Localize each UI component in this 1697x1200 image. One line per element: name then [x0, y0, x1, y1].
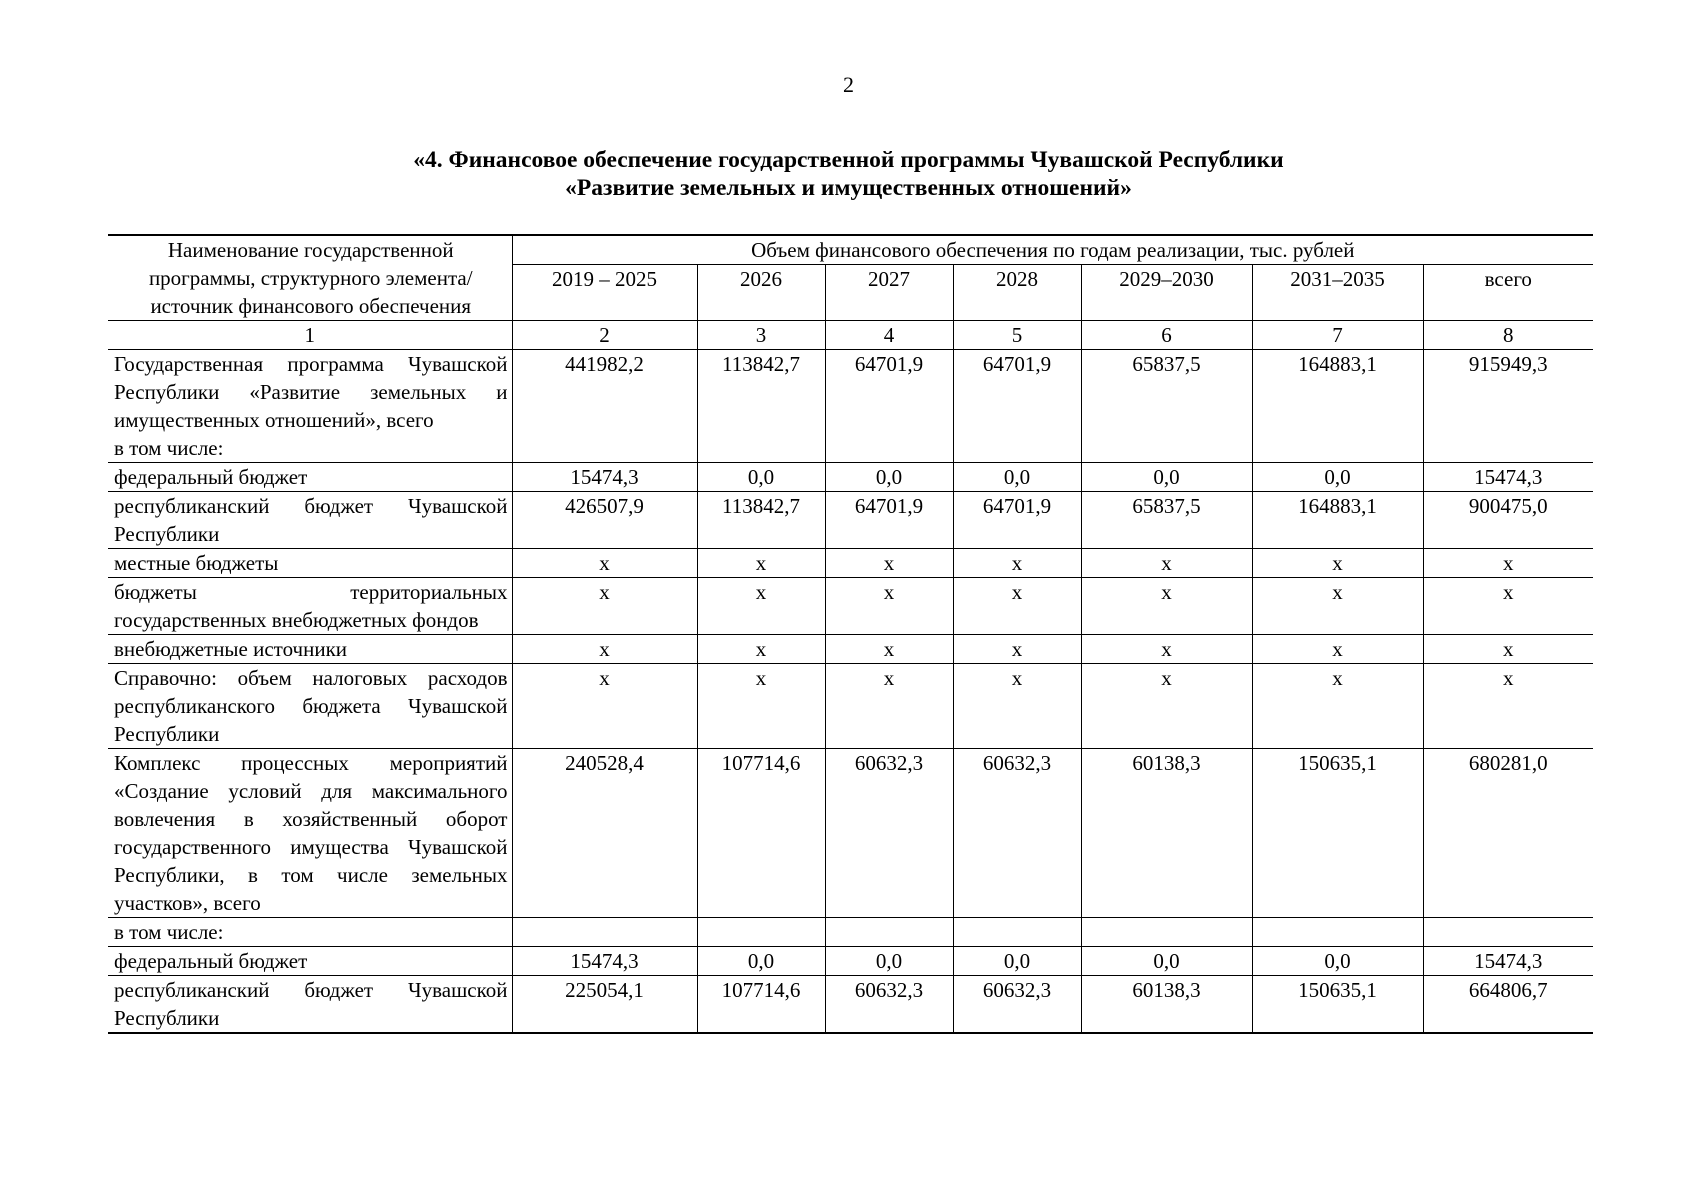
header-row-1 — [108, 235, 1593, 265]
cell-value: 65837,5 — [1081, 350, 1252, 463]
column-number: 2 — [512, 321, 697, 350]
cell-value: х — [1423, 578, 1593, 635]
table-row — [108, 976, 1593, 1034]
cell-value: х — [953, 578, 1081, 635]
cell-value: х — [1423, 664, 1593, 749]
table-row — [108, 664, 1593, 749]
cell-value: 680281,0 — [1423, 749, 1593, 918]
row-name-text: Государственная программа Чувашской Республики «Развитие земельных и имущественных отношений», всего — [114, 352, 508, 432]
cell-value: 150635,1 — [1252, 749, 1423, 918]
row-name: Справочно: объем налоговых расходов республиканского бюджета Чувашской Республики — [108, 664, 512, 749]
table-row — [108, 350, 1593, 463]
cell-value — [697, 918, 825, 947]
cell-value: 15474,3 — [1423, 947, 1593, 976]
cell-value: 0,0 — [697, 947, 825, 976]
cell-value: 64701,9 — [953, 350, 1081, 463]
header-period: 2028 — [953, 265, 1081, 321]
cell-value: 150635,1 — [1252, 976, 1423, 1034]
table-row — [108, 578, 1593, 635]
column-number: 6 — [1081, 321, 1252, 350]
column-number: 3 — [697, 321, 825, 350]
column-number: 1 — [108, 321, 512, 350]
cell-value: х — [953, 664, 1081, 749]
cell-value: х — [1081, 635, 1252, 664]
cell-value: х — [1423, 635, 1593, 664]
cell-value: х — [1252, 635, 1423, 664]
table-row — [108, 549, 1593, 578]
cell-value: х — [697, 549, 825, 578]
cell-value: 64701,9 — [825, 350, 953, 463]
header-period: 2019 – 2025 — [512, 265, 697, 321]
cell-value: 65837,5 — [1081, 492, 1252, 549]
cell-value: 60632,3 — [825, 976, 953, 1034]
cell-value: х — [697, 578, 825, 635]
column-number: 4 — [825, 321, 953, 350]
cell-value — [953, 918, 1081, 947]
document-title — [0, 146, 1697, 202]
cell-value: 60632,3 — [953, 976, 1081, 1034]
cell-value: х — [512, 549, 697, 578]
cell-value: 426507,9 — [512, 492, 697, 549]
cell-value: 900475,0 — [1423, 492, 1593, 549]
cell-value: 0,0 — [1081, 463, 1252, 492]
cell-value: 15474,3 — [512, 463, 697, 492]
cell-value: 60138,3 — [1081, 976, 1252, 1034]
row-name: Комплекс процессных мероприятий «Создание условий для максимального вовлечения в хозяйственный оборот государственного имущества Чувашской Республики, в том числе земельных участков», всего — [108, 749, 512, 918]
row-name-sub: в том числе: — [114, 436, 224, 460]
cell-value: 0,0 — [1252, 947, 1423, 976]
table-row — [108, 947, 1593, 976]
cell-value — [512, 918, 697, 947]
table-row — [108, 492, 1593, 549]
cell-value: 0,0 — [825, 463, 953, 492]
cell-value: 0,0 — [697, 463, 825, 492]
cell-value: 240528,4 — [512, 749, 697, 918]
cell-value: 60632,3 — [825, 749, 953, 918]
row-name: федеральный бюджет — [108, 463, 512, 492]
header-period-total: всего — [1423, 265, 1593, 321]
page-number: 2 — [843, 72, 854, 97]
cell-value — [1252, 918, 1423, 947]
cell-value: х — [1081, 664, 1252, 749]
row-name: республиканский бюджет Чувашской Республики — [108, 976, 512, 1034]
row-name: республиканский бюджет Чувашской Республики — [108, 492, 512, 549]
cell-value: 60138,3 — [1081, 749, 1252, 918]
cell-value: 164883,1 — [1252, 492, 1423, 549]
cell-value: х — [825, 578, 953, 635]
cell-value — [1081, 918, 1252, 947]
table-row — [108, 749, 1593, 918]
table-row — [108, 635, 1593, 664]
column-number: 7 — [1252, 321, 1423, 350]
header-name-column: Наименование государственной программы, структурного элемента/ источник финансового обеспечения — [108, 235, 512, 321]
row-name: бюджеты территориальных государственных внебюджетных фондов — [108, 578, 512, 635]
row-name: внебюджетные источники — [108, 635, 512, 664]
title-line-2: «Развитие земельных и имущественных отношений» — [565, 175, 1132, 201]
cell-value: 60632,3 — [953, 749, 1081, 918]
cell-value: 15474,3 — [1423, 463, 1593, 492]
row-name — [108, 350, 512, 463]
financing-table — [108, 234, 1593, 1034]
cell-value: 113842,7 — [697, 350, 825, 463]
cell-value — [1423, 918, 1593, 947]
cell-value: х — [512, 664, 697, 749]
title-line-1: «4. Финансовое обеспечение государственной программы Чувашской Республики — [413, 147, 1284, 173]
cell-value: х — [825, 635, 953, 664]
row-name: местные бюджеты — [108, 549, 512, 578]
column-number: 8 — [1423, 321, 1593, 350]
cell-value: 164883,1 — [1252, 350, 1423, 463]
header-period: 2031–2035 — [1252, 265, 1423, 321]
cell-value: х — [825, 549, 953, 578]
cell-value: 915949,3 — [1423, 350, 1593, 463]
cell-value: х — [1252, 664, 1423, 749]
cell-value: 225054,1 — [512, 976, 697, 1034]
cell-value: 64701,9 — [825, 492, 953, 549]
cell-value: 0,0 — [825, 947, 953, 976]
cell-value: х — [697, 635, 825, 664]
cell-value: 113842,7 — [697, 492, 825, 549]
cell-value: х — [953, 635, 1081, 664]
cell-value: 0,0 — [953, 463, 1081, 492]
cell-value: х — [1252, 549, 1423, 578]
cell-value: х — [1081, 549, 1252, 578]
cell-value: 107714,6 — [697, 976, 825, 1034]
cell-value: х — [1423, 549, 1593, 578]
column-number: 5 — [953, 321, 1081, 350]
cell-value — [825, 918, 953, 947]
cell-value: 15474,3 — [512, 947, 697, 976]
cell-value: х — [1081, 578, 1252, 635]
column-number-row — [108, 321, 1593, 350]
cell-value: 0,0 — [953, 947, 1081, 976]
cell-value: 0,0 — [1081, 947, 1252, 976]
cell-value: х — [697, 664, 825, 749]
cell-value: 664806,7 — [1423, 976, 1593, 1034]
table-row — [108, 463, 1593, 492]
row-name: федеральный бюджет — [108, 947, 512, 976]
cell-value: х — [1252, 578, 1423, 635]
table-row — [108, 918, 1593, 947]
header-period: 2027 — [825, 265, 953, 321]
cell-value: 0,0 — [1252, 463, 1423, 492]
row-name: в том числе: — [108, 918, 512, 947]
header-period: 2026 — [697, 265, 825, 321]
cell-value: х — [512, 635, 697, 664]
cell-value: х — [825, 664, 953, 749]
cell-value: х — [512, 578, 697, 635]
cell-value: х — [953, 549, 1081, 578]
header-volume: Объем финансового обеспечения по годам реализации, тыс. рублей — [512, 235, 1593, 265]
cell-value: 64701,9 — [953, 492, 1081, 549]
cell-value: 107714,6 — [697, 749, 825, 918]
cell-value: 441982,2 — [512, 350, 697, 463]
header-period: 2029–2030 — [1081, 265, 1252, 321]
